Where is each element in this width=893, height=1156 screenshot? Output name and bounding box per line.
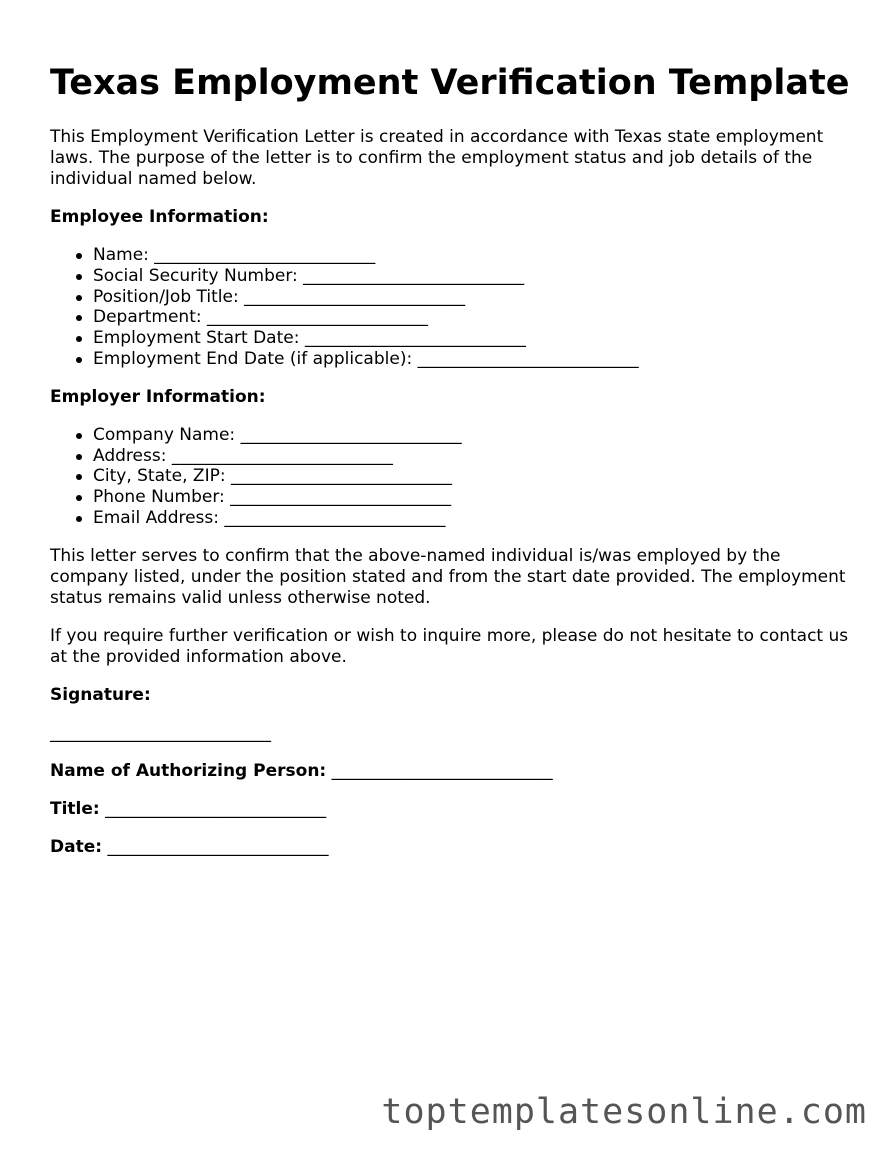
employer-company-item: Company Name: __________________________ bbox=[93, 425, 860, 446]
employer-info-list bbox=[50, 425, 860, 529]
authorizing-person-line bbox=[50, 761, 860, 782]
employee-position-item: Position/Job Title: __________________________ bbox=[93, 287, 860, 308]
employer-email-item: Email Address: __________________________ bbox=[93, 508, 860, 529]
authorizing-person-blank: __________________________ bbox=[331, 760, 553, 781]
title-label: Title: bbox=[50, 798, 100, 819]
signature-heading: Signature: bbox=[50, 684, 151, 705]
employer-info-heading: Employer Information: bbox=[50, 386, 266, 407]
document-page bbox=[50, 62, 860, 875]
document-title: Texas Employment Verification Template bbox=[50, 63, 850, 103]
signature-line: __________________________ bbox=[50, 722, 271, 743]
intro-paragraph: This Employment Verification Letter is created in accordance with Texas state employment laws. The purpose of the letter is to confirm the employment status and job details of the individual named below. bbox=[50, 127, 824, 189]
watermark: toptemplatesonline.com bbox=[381, 1092, 867, 1132]
authorizing-person-label: Name of Authorizing Person: bbox=[50, 760, 327, 781]
title-blank: __________________________ bbox=[105, 798, 327, 819]
date-line bbox=[50, 837, 860, 858]
title-line bbox=[50, 799, 860, 820]
employee-end-date-item: Employment End Date (if applicable): __________________________ bbox=[93, 349, 860, 370]
contact-paragraph: If you require further verification or wish to inquire more, please do not hesitate to contact us at the provided information above. bbox=[50, 625, 849, 667]
employee-ssn-item: Social Security Number: __________________________ bbox=[93, 266, 860, 287]
confirmation-paragraph: This letter serves to confirm that the above-named individual is/was employed by the company listed, under the position stated and from the start date provided. The employment status remains valid unless otherwise noted. bbox=[50, 545, 846, 608]
employee-info-list bbox=[50, 245, 860, 370]
employer-address-item: Address: __________________________ bbox=[93, 446, 860, 467]
employee-info-heading: Employee Information: bbox=[50, 207, 269, 227]
date-label: Date: bbox=[50, 836, 103, 857]
employee-name-item: Name: __________________________ bbox=[93, 245, 860, 266]
employer-city-item: City, State, ZIP: __________________________ bbox=[93, 466, 860, 487]
date-blank: __________________________ bbox=[107, 836, 329, 857]
employer-phone-item: Phone Number: __________________________ bbox=[93, 487, 860, 508]
employee-start-date-item: Employment Start Date: __________________________ bbox=[93, 328, 860, 349]
employee-department-item: Department: __________________________ bbox=[93, 307, 860, 328]
